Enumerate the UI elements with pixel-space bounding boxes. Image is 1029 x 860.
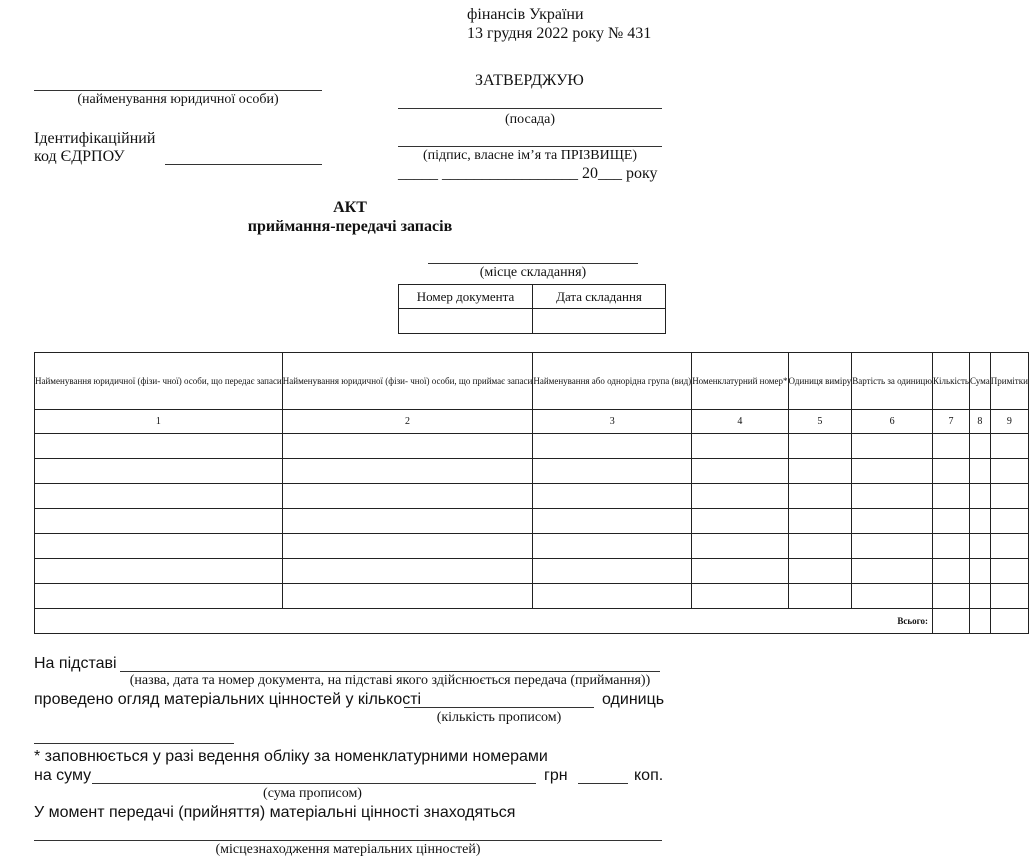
sum-line[interactable] bbox=[92, 783, 536, 784]
table-cell[interactable] bbox=[35, 509, 283, 534]
table-row bbox=[35, 534, 1029, 559]
table-cell[interactable] bbox=[282, 584, 533, 609]
table-cell[interactable] bbox=[533, 434, 692, 459]
table-cell[interactable] bbox=[932, 584, 969, 609]
basis-label: На підставі bbox=[34, 655, 117, 672]
table-cell[interactable] bbox=[932, 484, 969, 509]
approval-cropped-line bbox=[467, 0, 667, 2]
code-label-2: код ЄДРПОУ bbox=[34, 148, 125, 165]
doc-subtitle: приймання-передачі запасів bbox=[247, 218, 453, 235]
doc-date-header: Дата складання bbox=[532, 285, 665, 309]
table-cell[interactable] bbox=[788, 559, 852, 584]
table-cell[interactable] bbox=[282, 559, 533, 584]
basis-line[interactable] bbox=[120, 671, 660, 672]
col-header-sender: Найменування юридичної (фізи- чної) особи, що передає запаси bbox=[35, 353, 283, 410]
total-label: Всього: bbox=[35, 609, 933, 634]
sum-caption: (сума прописом) bbox=[263, 786, 362, 801]
doc-title: АКТ bbox=[333, 199, 367, 216]
table-cell[interactable] bbox=[852, 559, 933, 584]
approval-line-3: 13 грудня 2022 року № 431 bbox=[467, 25, 652, 42]
table-row bbox=[35, 484, 1029, 509]
table-row bbox=[35, 459, 1029, 484]
signature-line[interactable] bbox=[398, 146, 662, 147]
table-cell[interactable] bbox=[852, 484, 933, 509]
table-cell[interactable] bbox=[788, 509, 852, 534]
col-header-sum: Сума bbox=[970, 353, 991, 410]
table-cell[interactable] bbox=[990, 534, 1028, 559]
table-cell[interactable] bbox=[692, 459, 788, 484]
table-cell[interactable] bbox=[990, 584, 1028, 609]
col-header-name: Найменування або однорідна група (вид) bbox=[533, 353, 692, 410]
total-notes-cell[interactable] bbox=[990, 609, 1028, 634]
quantity-caption: (кількість прописом) bbox=[436, 710, 562, 725]
sum-label: на суму bbox=[34, 767, 92, 784]
table-cell[interactable] bbox=[932, 459, 969, 484]
col-number: 6 bbox=[852, 410, 933, 434]
col-header-nomenclature: Номенклатурний номер* bbox=[692, 353, 788, 410]
table-cell[interactable] bbox=[533, 484, 692, 509]
doc-number-cell[interactable] bbox=[399, 309, 533, 334]
basis-caption: (назва, дата та номер документа, на підставі якого здійснюється передача (приймання)) bbox=[129, 673, 651, 688]
table-row bbox=[35, 559, 1029, 584]
table-cell[interactable] bbox=[990, 559, 1028, 584]
table-cell[interactable] bbox=[970, 534, 991, 559]
position-line[interactable] bbox=[398, 108, 662, 109]
table-cell[interactable] bbox=[35, 434, 283, 459]
inspection-label: проведено огляд матеріальних цінностей у кількості bbox=[34, 691, 422, 708]
table-cell[interactable] bbox=[852, 509, 933, 534]
table-row bbox=[35, 434, 1029, 459]
location-label: У момент передачі (прийняття) матеріальні цінності знаходяться bbox=[34, 804, 516, 821]
table-cell[interactable] bbox=[533, 509, 692, 534]
approved-word: ЗАТВЕРДЖУЮ bbox=[475, 72, 584, 89]
entity-line[interactable] bbox=[34, 90, 322, 91]
table-cell[interactable] bbox=[788, 584, 852, 609]
table-cell[interactable] bbox=[692, 534, 788, 559]
location-line[interactable] bbox=[34, 840, 662, 841]
table-cell[interactable] bbox=[990, 459, 1028, 484]
table-cell[interactable] bbox=[970, 559, 991, 584]
table-row bbox=[35, 584, 1029, 609]
table-cell[interactable] bbox=[932, 509, 969, 534]
footnote: * заповнюється у разі ведення обліку за номенклатурними номерами bbox=[34, 748, 548, 765]
table-cell[interactable] bbox=[990, 434, 1028, 459]
doc-number-header: Номер документа bbox=[399, 285, 533, 309]
table-cell[interactable] bbox=[533, 534, 692, 559]
col-header-receiver: Найменування юридичної (фізи- чної) особи, що приймає запаси bbox=[282, 353, 533, 410]
table-cell[interactable] bbox=[990, 509, 1028, 534]
kop-label: коп. bbox=[634, 767, 664, 784]
total-quantity-cell[interactable] bbox=[932, 609, 969, 634]
table-cell[interactable] bbox=[35, 459, 283, 484]
table-cell[interactable] bbox=[692, 484, 788, 509]
table-cell[interactable] bbox=[970, 434, 991, 459]
table-cell[interactable] bbox=[35, 584, 283, 609]
table-cell[interactable] bbox=[282, 459, 533, 484]
table-cell[interactable] bbox=[533, 559, 692, 584]
quantity-line[interactable] bbox=[404, 707, 594, 708]
code-label-1: Ідентифікаційний bbox=[34, 130, 156, 147]
goods-table bbox=[34, 352, 1029, 634]
col-number: 9 bbox=[990, 410, 1028, 434]
total-sum-cell[interactable] bbox=[970, 609, 991, 634]
col-header-unit-price: Вартість за одиницю bbox=[852, 353, 933, 410]
table-cell[interactable] bbox=[282, 534, 533, 559]
entity-caption: (найменування юридичної особи) bbox=[77, 92, 279, 107]
table-cell[interactable] bbox=[990, 484, 1028, 509]
code-field-line[interactable] bbox=[165, 164, 322, 165]
col-number: 3 bbox=[533, 410, 692, 434]
table-cell[interactable] bbox=[970, 459, 991, 484]
table-cell[interactable] bbox=[852, 459, 933, 484]
position-caption: (посада) bbox=[504, 112, 556, 127]
place-line[interactable] bbox=[428, 263, 638, 264]
table-cell[interactable] bbox=[788, 534, 852, 559]
date-line[interactable]: _____ _________________ 20___ року bbox=[398, 165, 658, 182]
location-caption: (місцезнаходження матеріальних цінностей) bbox=[215, 842, 481, 857]
col-header-notes: Примітки bbox=[990, 353, 1028, 410]
table-cell[interactable] bbox=[852, 534, 933, 559]
place-caption: (місце складання) bbox=[479, 265, 587, 280]
table-cell[interactable] bbox=[932, 559, 969, 584]
table-cell[interactable] bbox=[35, 534, 283, 559]
table-cell[interactable] bbox=[692, 559, 788, 584]
col-number: 2 bbox=[282, 410, 533, 434]
table-cell[interactable] bbox=[692, 509, 788, 534]
table-cell[interactable] bbox=[282, 484, 533, 509]
col-number: 7 bbox=[932, 410, 969, 434]
table-cell[interactable] bbox=[970, 584, 991, 609]
units-word: одиниць bbox=[602, 691, 665, 708]
table-cell[interactable] bbox=[932, 534, 969, 559]
col-number: 4 bbox=[692, 410, 788, 434]
table-cell[interactable] bbox=[282, 509, 533, 534]
table-cell[interactable] bbox=[692, 434, 788, 459]
table-cell[interactable] bbox=[788, 434, 852, 459]
table-cell[interactable] bbox=[852, 584, 933, 609]
table-cell[interactable] bbox=[692, 584, 788, 609]
table-cell[interactable] bbox=[852, 434, 933, 459]
kop-line[interactable] bbox=[578, 783, 628, 784]
col-number: 1 bbox=[35, 410, 283, 434]
document-info-table bbox=[398, 284, 666, 334]
col-number: 8 bbox=[970, 410, 991, 434]
col-header-quantity: Кількість bbox=[932, 353, 969, 410]
doc-date-cell[interactable] bbox=[532, 309, 665, 334]
table-cell[interactable] bbox=[788, 484, 852, 509]
table-cell[interactable] bbox=[932, 434, 969, 459]
uah-label: грн bbox=[544, 767, 568, 784]
table-cell[interactable] bbox=[35, 484, 283, 509]
approval-line-2: фінансів України bbox=[467, 6, 584, 23]
table-cell[interactable] bbox=[970, 509, 991, 534]
table-cell[interactable] bbox=[970, 484, 991, 509]
col-number: 5 bbox=[788, 410, 852, 434]
table-cell[interactable] bbox=[533, 459, 692, 484]
footnote-rule bbox=[34, 743, 234, 744]
signature-caption: (підпис, власне ім’я та ПРІЗВИЩЕ) bbox=[422, 148, 638, 163]
table-cell[interactable] bbox=[788, 459, 852, 484]
table-cell[interactable] bbox=[533, 584, 692, 609]
table-cell[interactable] bbox=[35, 559, 283, 584]
col-header-unit: Одиниця виміру bbox=[788, 353, 852, 410]
table-row bbox=[35, 509, 1029, 534]
table-cell[interactable] bbox=[282, 434, 533, 459]
